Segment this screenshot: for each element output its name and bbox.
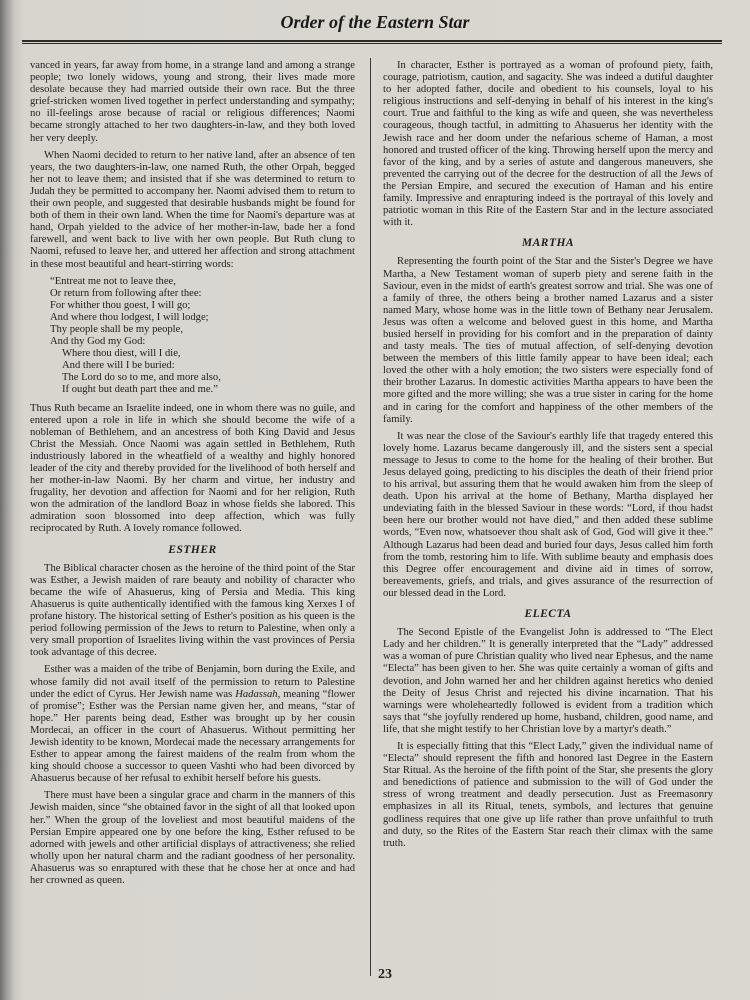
poem-quote [50, 276, 355, 397]
poem-line: If ought but death part thee and me.” [62, 384, 218, 396]
paragraph: The Biblical character chosen as the heroine of the third point of the Star was Esther, a Jewish maiden of rare beauty and nobility of character who became the wife of Ahasuerus, king of Persia and Media. This king Ahasuerus is quite authentically identified with the famous king Xerxes I of profane history. The historical setting of Esther's position as his queen is the period following permission of the Jews to return to Palestine, when only a very small proportion of Israelites living within the vast provinces of Persia took advantage of this decree. [30, 562, 355, 659]
paragraph: In character, Esther is portrayed as a woman of profound piety, faith, courage, patriotism, caution, and sagacity. She was indeed a dutiful daughter to her adopted father, docile and obedient to his counsels, loyal to his religious instructions and self-denying in behalf of his interest in the king's court. True and faithful to the king as wife and queen, she was nevertheless courageous, though tactful, in admitting to Ahasuerus her identity with the Jewish race and her doom under the nefarious scheme of Haman, a most honored and trusted officer of the king. Throwing herself upon the mercy and favor of the king, and by a series of astute and dangerous maneuvers, she prevented the carrying out of the decree for the destruction of all the Jews of the Persian Empire, and secured the execution of Haman and his entire family. Impressive and enrapturing indeed is the portrayal of this lovely and patriotic woman in this Rite of the Eastern Star and in the lecture associated with it. [383, 60, 713, 229]
page-number: 23 [378, 967, 392, 982]
poem-line: Where thou diest, will I die, [62, 348, 181, 360]
poem-line: Or return from following after thee: [50, 287, 202, 299]
header-rule [22, 40, 722, 42]
right-column [383, 60, 713, 855]
paragraph: Thus Ruth became an Israelite indeed, one in whom there was no guile, and entered upon a role in life in which she should become the wife of a nobleman of Bethlehem, and an ancestress of both King David and Jesus Christ the Messiah. Once Naomi was again settled in Bethlehem, Ruth industriously labored in the wheatfield of a wealthy and highly honored leader of the city and thereby provided for the livelihood of both herself and her mother-in-law Naomi. By her charm and virtue, her industry and frugality, her devotion and affection for Naomi and for her religion, Ruth won the admiration of the landlord Boaz in whose fields she labored. This admiration soon blossomed into deep affection, which was fully reciprocated by Ruth. A lovely romance followed. [30, 402, 355, 535]
section-heading-martha: MARTHA [521, 237, 575, 250]
paragraph: It was near the close of the Saviour's earthly life that tragedy entered this lovely home. Lazarus became dangerously ill, and the sisters sent a special message to Jesus to come to the home for the healing of their brother. But Jesus delayed going, predicting to his disciples the death of their friend prior to his arrival, but assuring them that he would awaken him from the sleep of death. Upon his arrival at the home of Bethany, Martha displayed her undeviating faith in the blessed Saviour in these words: “Lord, if thou hadst been here our brother would not have died,” and then added these sublime words, “Even now, whatsoever thou shalt ask of God, God will give it thee.” Although Lazarus had been dead and buried four days, Jesus called him forth from the tomb, restoring him to life. With sublime beauty and emphasis does this Degree offer encouragement and divine aid in times of sorrow, bereavements, griefs, and trials, and gives assurance of the resurrection of our blessed dead in the Lord. [383, 430, 713, 599]
left-column [30, 60, 355, 892]
section-heading-esther: ESTHER [168, 543, 217, 556]
header-rule-thin [22, 43, 722, 44]
text-run: , meaning “flower of promise”; Esther was the Persian name given her, and means, “star of hope.” Her parents being dead, Esther was brought up by her cousin Mordecai, an officer in the court of Ahasuerus. Without permitting her Jewish identity to be known, Mordecai made the necessary arrangements for Esther to appear among the fairest maidens of the realm from whom the king should choose a successor to queen Vashti who had been divorced by Ahasuerus because of her refusal to exhibit herself before his guests. [30, 688, 356, 785]
poem-line: Thy people shall be my people, [50, 323, 183, 335]
poem-line: For whither thou goest, I will go; [50, 299, 191, 311]
poem-line: And where thou lodgest, I will lodge; [50, 311, 209, 323]
paragraph: vanced in years, far away from home, in a strange land and among a strange people; two lonely widows, young and strong, their lives made more desolate because they had married outside their own race. But the three grief-stricken women lived together in perfect understanding and sympathy; no ill-feelings arose because of racial or religious differences; Naomi became strongly attached to her two daughters-in-law, and they both loved her very deeply. [30, 60, 355, 144]
text-run: Esther was a maiden of the tribe of Benjamin, born during the Exile, and whose family did not avail itself of the permission to return to Palestine under the edict of Cyrus. Her Jewish name was [30, 664, 355, 700]
paragraph [30, 664, 355, 785]
paragraph: It is especially fitting that this “Elect Lady,” given the individual name of “Electa” should represent the fifth and honored last Degree in the Eastern Star Ritual. As the heroine of the fifth point of the Star, she presents the glory and benedictions of patience and submission to the will of God under the stress of wrong treatment and deadly persecution. Just as Freemasonry emphasizes in all its Ritual, tenets, symbols, and lectures that genuine godliness requires that one give up life rather than prove unfaithful to truth and duty, so the Rites of the Eastern Star reach their climax with the same truth. [383, 740, 713, 849]
paragraph: The Second Epistle of the Evangelist John is addressed to “The Elect Lady and her children.” It is generally interpreted that the “Lady” addressed was a woman of pure Christian quality who lived near Ephesus, and the name “Electa” has been given to her. She was quite certainly a woman of gifts and devotion, and John warned her and her children against heretics who denied the Deity of Jesus Christ and rejected his divine incarnation. That his warnings were wholeheartedly followed is evident from a tradition which says that “she joyfully rendered up home, husband, children, good name, and life, that she might testify to her Christian love by a martyr's death.” [383, 627, 713, 735]
poem-line: And there will I be buried: [62, 360, 175, 372]
poem-line: The Lord do so to me, and more also, [62, 372, 221, 384]
paragraph: There must have been a singular grace and charm in the manners of this Jewish maiden, since “she obtained favor in the sight of all that looked upon her.” When the group of the loveliest and most beautiful maidens of the Persian Empire appeared one by one before the king, Esther refused to be adorned with jewels and other artificial displays of attractiveness; she relied wholly upon her natural charm and the radiant goodness of her personality. Ahasuerus was so enraptured with these that he chose her at once and had her crowned as queen. [30, 790, 355, 886]
poem-line: “Entreat me not to leave thee, [50, 275, 176, 287]
column-divider [370, 58, 371, 976]
running-header: Order of the Eastern Star [280, 12, 470, 32]
poem-line: And thy God my God: [50, 336, 146, 348]
paragraph: Representing the fourth point of the Star and the Sister's Degree we have Martha, a New Testament woman of superb piety and serene faith in the Saviour, even in the midst of earth's greatest sorrow and trial. She was one of a family of three, the others being a brother named Lazarus and a sister named Mary, whose home was in the little town of Bethany near Jerusalem. Jesus was often a welcome and beloved guest in this home, and Martha busied herself in providing for his comfort and in the preparation of dainty and tasty meals. The ties of mutual affection, of self-denying devotion between the members of this little family appear to have been ideal; each loved the other with a holy emotion; the two sisters were especially fond of their brother Lazarus. In domestic activities Martha appears to have been the more gifted and the more willing; she was a true sister in caring for the home and in caring for the comfort and happiness of the other members of the family. [383, 256, 713, 425]
section-heading-electa: ELECTA [524, 608, 572, 621]
paragraph: When Naomi decided to return to her native land, after an absence of ten years, the two daughters-in-law, one named Ruth, the other Orpah, begged her not to leave them; and insisted that if she was determined to return to Judah they be permitted to accompany her. Naomi advised them to return to their own people, and suggested that desirable husbands might be found for both of them in their own land. When the time for Naomi's departure was at hand, Orpah yielded to the advice of her mother-in-law, bade her a fond farewell, and went back to live with her own people. But Ruth clung to Naomi, refused to leave her, and uttered her affection and strong attachment in these most beautiful and heart-stirring words: [30, 149, 355, 270]
hebrew-name: Hadassah [235, 688, 278, 700]
